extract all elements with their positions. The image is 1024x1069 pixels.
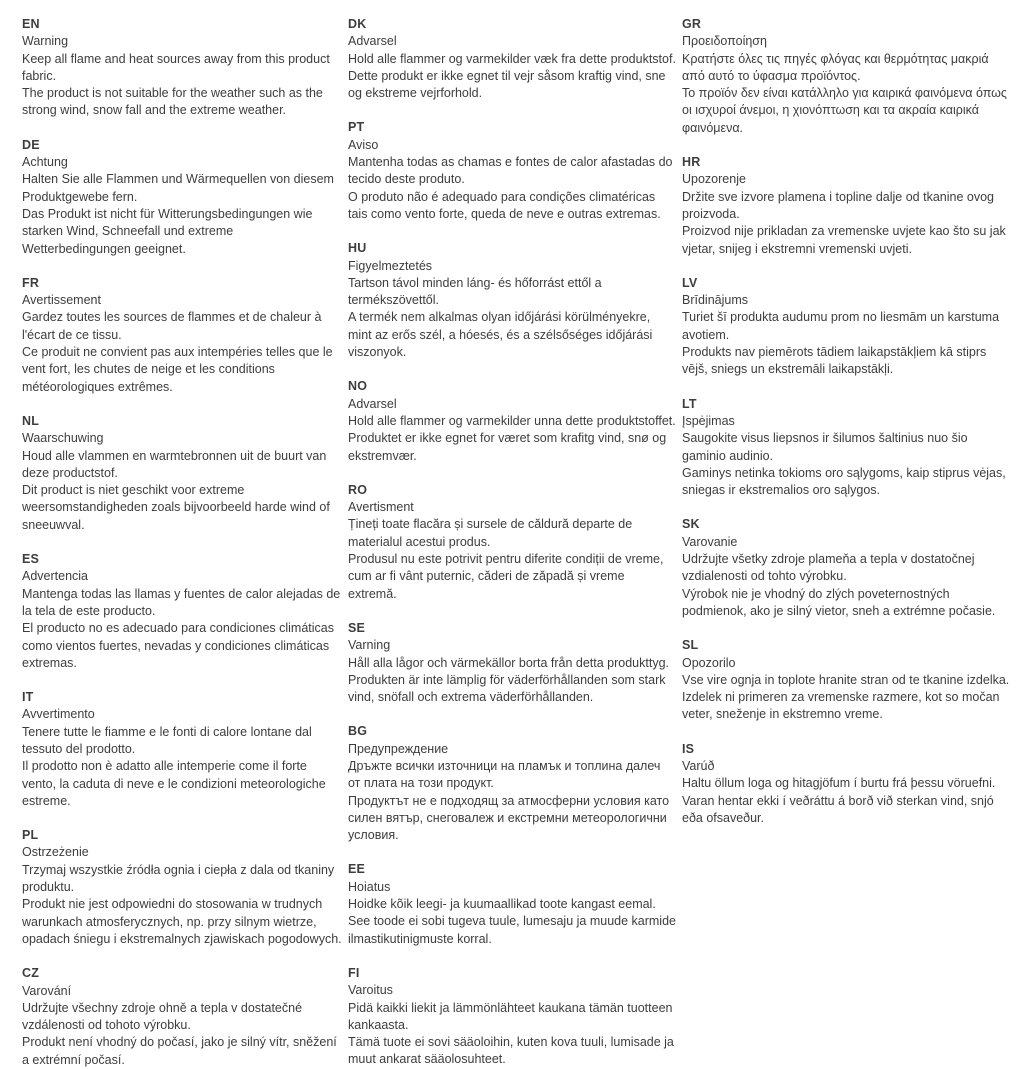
warning-paragraph: Turiet šī produkta audumu prom no liesmām un karstuma avotiem.: [682, 310, 1000, 342]
language-block-pl: [22, 827, 344, 948]
language-code: LV: [682, 275, 698, 290]
language-block-ro: [348, 482, 676, 603]
warning-paragraph: Gardez toutes les sources de flammes et de chaleur à l'écart de ce tissu.: [22, 310, 322, 342]
warning-paragraph: Držite sve izvore plamena i topline dalje od tkanine ovog proizvoda.: [682, 189, 994, 221]
language-block-fr: [22, 275, 344, 396]
language-code: EN: [22, 17, 40, 31]
language-block-it: [22, 689, 344, 810]
language-block-pt: [348, 119, 676, 223]
language-code: BG: [348, 724, 368, 739]
column-1: [22, 16, 344, 1067]
warning-title: Achtung: [22, 155, 68, 170]
warning-paragraph: Tämä tuote ei sovi sääoloihin, kuten kova tuuli, lumisade ja muut ankarat sääolosuhteet.: [348, 1035, 674, 1067]
warning-title: Advarsel: [348, 396, 397, 411]
warning-paragraph: Tartson távol minden láng- és hőforrást ettől a termékszövettől.: [348, 275, 602, 308]
warning-paragraph: Dit product is niet geschikt voor extreme weersomstandigheden zoals bijvoorbeeld harde wind of sneeuwval.: [22, 483, 330, 532]
column-2: [348, 16, 676, 1067]
warning-paragraph: Varan hentar ekki í veðráttu á borð við sterkan vind, snjó eða ofsaveður.: [682, 793, 994, 825]
language-code: HR: [682, 155, 701, 170]
warning-title: Avertissement: [22, 293, 101, 308]
warning-paragraph: Udržujte všechny zdroje ohně a tepla v dostatečné vzdálenosti od tohoto výrobku.: [22, 1000, 303, 1033]
warning-title: Advertencia: [22, 569, 89, 584]
warning-paragraph: Дръжте всички източници на пламък и топлина далеч от плата на този продукт.: [348, 758, 661, 791]
warning-paragraph: Výrobok nie je vhodný do zlých poveternostných podmienok, ako je silný vietor, sneh a extrémne počasie.: [682, 586, 996, 618]
warning-paragraph: Țineți toate flacăra și sursele de căldură departe de materialul acestui produs.: [348, 517, 633, 549]
warning-paragraph: Pidä kaikki liekit ja lämmönlähteet kaukana tämän tuotteen kankaasta.: [348, 1000, 673, 1032]
language-code: EE: [348, 862, 366, 877]
warning-title: Warning: [22, 34, 69, 49]
warning-title: Ostrzeżenie: [22, 845, 89, 860]
language-block-se: [348, 620, 676, 706]
warning-paragraph: Haltu öllum loga og hitagjöfum í burtu frá þessu vöruefni.: [682, 776, 996, 791]
warning-title: Предупреждение: [348, 741, 449, 756]
language-block-es: [22, 551, 344, 672]
warning-title: Waarschuwing: [22, 431, 104, 446]
warning-paragraph: Mantenha todas as chamas e fontes de calor afastadas do tecido deste produto.: [348, 155, 673, 187]
language-code: ES: [22, 552, 40, 567]
language-code: SL: [682, 638, 699, 653]
warning-paragraph: Udržujte všetky zdroje plameňa a tepla v dostatočnej vzdialenosti od tohto výrobku.: [682, 552, 975, 584]
warning-paragraph: The product is not suitable for the weather such as the strong wind, snow fall and the extreme weather.: [22, 86, 323, 118]
warning-paragraph: Ce produit ne convient pas aux intempéries telles que le vent fort, les chutes de neige et les conditions météorologiques extrêmes.: [22, 345, 333, 394]
warning-paragraph: Das Produkt ist nicht für Witterungsbedingungen wie starken Wind, Schneefall und extreme Wetterbedingungen geeignet.: [22, 206, 313, 256]
warning-paragraph: Izdelek ni primeren za vremenske razmere, kot so močan veter, sneženje in ekstremno vreme.: [682, 690, 1000, 722]
language-block-bg: [348, 723, 676, 844]
warning-paragraph: A termék nem alkalmas olyan időjárási körülményekre, mint az erős szél, a hóesés, és a szélsőséges időjárási viszonyok.: [348, 310, 653, 360]
warning-title: Varovanie: [682, 534, 738, 549]
language-code: RO: [348, 482, 368, 497]
warning-paragraph: El producto no es adecuado para condiciones climáticas como vientos fuertes, nevadas y condiciones climáticas extremas.: [22, 621, 334, 670]
warning-title: Varoitus: [348, 983, 393, 998]
language-block-gr: [682, 16, 1012, 137]
warning-paragraph: Keep all flame and heat sources away from this product fabric.: [22, 51, 330, 83]
warning-paragraph: Produkt není vhodný do počasí, jako je silný vítr, sněžení a extrémní počasí.: [22, 1035, 337, 1067]
warning-title: Opozorilo: [682, 655, 736, 670]
language-block-dk: [348, 16, 676, 102]
warning-title: Varování: [22, 983, 72, 998]
language-block-sl: [682, 637, 1012, 723]
warning-title: Figyelmeztetés: [348, 258, 433, 273]
warning-title: Brīdinājums: [682, 293, 748, 308]
warning-title: Avvertimento: [22, 707, 95, 722]
warning-paragraph: Vse vire ognja in toplote hranite stran od te tkanine izdelka.: [682, 672, 1010, 687]
warning-title: Varúð: [682, 758, 715, 773]
warning-paragraph: Tenere tutte le fiamme e le fonti di calore lontane dal tessuto del prodotto.: [22, 724, 312, 756]
warning-paragraph: O produto não é adequado para condições climatéricas tais como vento forte, queda de neve e outras extremas.: [348, 189, 661, 221]
warning-paragraph: Proizvod nije prikladan za vremenske uvjete kao što su jak vjetar, snijeg i ekstremni vremenski uvjeti.: [682, 224, 1006, 256]
warning-paragraph: Gaminys netinka tokioms oro sąlygoms, kaip stiprus vėjas, sniegas ir ekstremalios oro sąlygos.: [682, 465, 1006, 498]
language-block-ee: [348, 861, 676, 947]
warning-title: Upozorenje: [682, 172, 746, 187]
language-code: SE: [348, 620, 366, 635]
language-code: DE: [22, 137, 40, 152]
language-block-hr: [682, 154, 1012, 258]
warning-paragraph: Håll alla lågor och värmekällor borta från detta produkttyg.: [348, 655, 669, 670]
warning-paragraph: Produkt nie jest odpowiedni do stosowania w trudnych warunkach atmosferycznych, np. przy silnym wietrze, opadach śniegu i ekstremalnych zjawiskach pogodowych.: [22, 897, 342, 946]
language-block-is: [682, 741, 1012, 827]
warning-paragraph: Saugokite visus liepsnos ir šilumos šaltinius nuo šio gaminio audinio.: [682, 431, 968, 463]
warning-paragraph: Produktet er ikke egnet for været som krafitg vind, snø og ekstremvær.: [348, 431, 667, 463]
warning-title: Varning: [348, 638, 391, 653]
warning-paragraph: Mantenga todas las llamas y fuentes de calor alejadas de la tela de este producto.: [22, 586, 341, 618]
warning-paragraph: Produkts nav piemērots tādiem laikapstākļiem kā stiprs vējš, sniegs un ekstremāli laikapstākļi.: [682, 345, 987, 377]
language-block-hu: [348, 240, 676, 361]
language-code: CZ: [22, 966, 40, 981]
language-code: NL: [22, 413, 40, 428]
warning-title: Avertisment: [348, 500, 414, 515]
warning-paragraph: Halten Sie alle Flammen und Wärmequellen von diesem Produktgewebe fern.: [22, 172, 334, 204]
warning-paragraph: Trzymaj wszystkie źródła ognia i ciepła z dala od tkaniny produktu.: [22, 862, 335, 895]
warning-paragraph: Houd alle vlammen en warmtebronnen uit de buurt van deze productstof.: [22, 448, 327, 480]
language-code: HU: [348, 241, 367, 256]
language-code: GR: [682, 17, 702, 31]
language-code: SK: [682, 517, 700, 532]
language-block-no: [348, 378, 676, 464]
warning-title: Hoiatus: [348, 879, 391, 894]
language-code: PT: [348, 120, 365, 135]
warning-paragraph: Hoidke kõik leegi- ja kuumaallikad toote kangast eemal.: [348, 897, 656, 912]
language-block-lv: [682, 275, 1012, 379]
warning-paragraph: Hold alle flammer og varmekilder væk fra dette produktstof.: [348, 51, 676, 66]
language-code: IT: [22, 690, 34, 705]
warning-paragraph: Produsul nu este potrivit pentru diferite condiții de vreme, cum ar fi vânt puternic, căderi de zăpadă și vreme extremă.: [348, 552, 664, 601]
language-code: DK: [348, 17, 367, 31]
language-code: PL: [22, 828, 39, 843]
language-code: IS: [682, 741, 695, 756]
language-block-fi: [348, 965, 676, 1069]
language-block-nl: [22, 413, 344, 534]
warning-paragraph: Κρατήστε όλες τις πηγές φλόγας και θερμότητας μακριά από αυτό το ύφασμα προϊόντος.: [682, 51, 989, 83]
language-code: FI: [348, 965, 360, 980]
language-block-lt: [682, 396, 1012, 500]
warning-paragraph: Produkten är inte lämplig för väderförhållanden som stark vind, snöfall och extrema väderförhållanden.: [348, 672, 666, 705]
column-3: [682, 16, 1012, 1024]
warning-paragraph: Hold alle flammer og varmekilder unna dette produktstoffet.: [348, 413, 676, 428]
language-block-cz: [22, 965, 344, 1069]
language-block-de: [22, 137, 344, 258]
language-code: NO: [348, 379, 368, 394]
language-code: FR: [22, 275, 40, 290]
warning-paragraph: Το προϊόν δεν είναι κατάλληλο για καιρικά φαινόμενα όπως οι ισχυροί άνεμοι, η χιονόπτωση και τα ακραία καιρικά φαινόμενα.: [682, 86, 1007, 135]
warning-paragraph: See toode ei sobi tugeva tuule, lumesaju ja muude karmide ilmastikutinigmuste korral.: [348, 914, 676, 946]
warning-title: Προειδοποίηση: [682, 34, 767, 49]
language-block-sk: [682, 516, 1012, 620]
warning-paragraph: Il prodotto non è adatto alle intemperie come il forte vento, la caduta di neve e le condizioni meteorologiche estreme.: [22, 759, 326, 808]
warning-paragraph: Dette produkt er ikke egnet til vejr såsom kraftig vind, sne og ekstreme vejrforhold.: [348, 68, 666, 101]
warning-title: Įspėjimas: [682, 413, 735, 428]
language-block-en: [22, 16, 344, 120]
language-code: LT: [682, 396, 697, 411]
warning-title: Advarsel: [348, 34, 397, 49]
warning-paragraph: Продуктът не е подходящ за атмосферни условия като силен вятър, снеговалеж и екстремни метеорологични условия.: [348, 793, 670, 843]
warning-title: Aviso: [348, 137, 379, 152]
